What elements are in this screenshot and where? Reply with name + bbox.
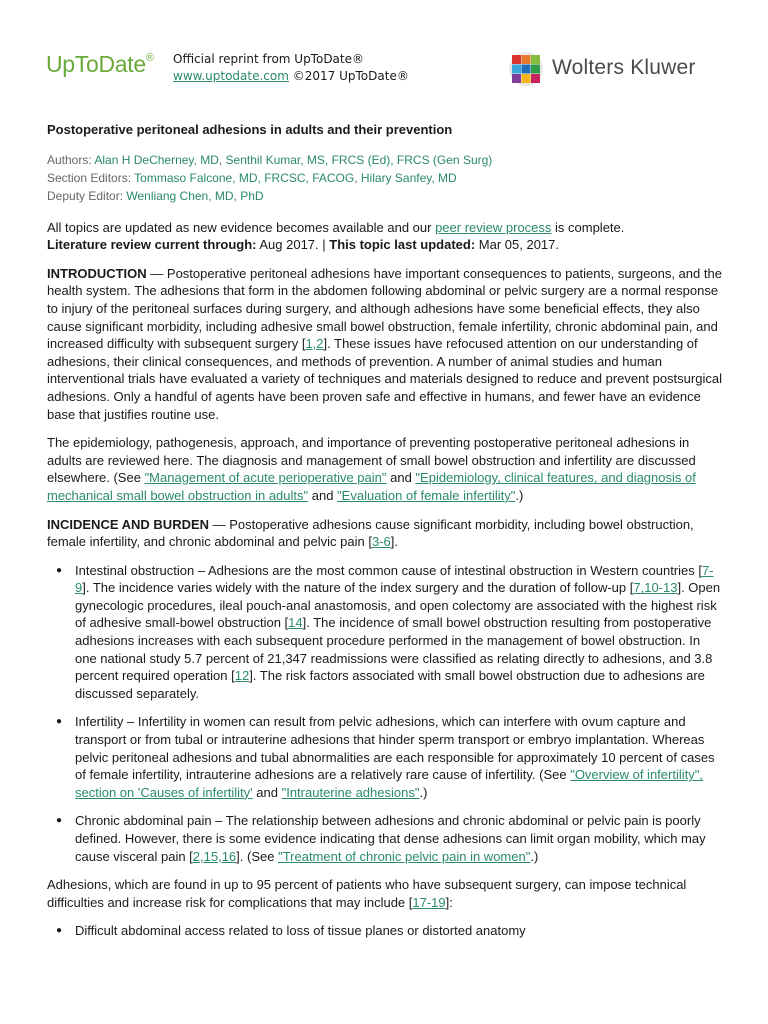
author-link[interactable]: Senthil Kumar, MS, FRCS (Ed), FRCS (Gen Surg) [225,152,493,167]
authors-label: Authors: [47,152,92,167]
article-authors: Authors: Alan H DeCherney, MD, Senthil Kumar, MS, FRCS (Ed), FRCS (Gen Surg) [47,152,493,167]
reference-link[interactable]: 14 [288,615,303,631]
adhesions-paragraph: Adhesions, which are found in up to 95 percent of patients who have subsequent surgery, can impose technical difficulties and increase risk for complications that may include [17-19]: [47,877,687,910]
list-item: ● Intestinal obstruction – Adhesions are the most common cause of intestinal obstruction in Western countries [7-9]. The incidence varies widely with the nature of the index surgery and the duration of follow-up [7,10-13]. Open gynecologic procedures, ileal pouch-anal anastomosis, and open colectomy are associated with the highest risk of adhesive small-bowel obstruction [14]. The incidence of small bowel obstruction resulting from postoperative adhesions increases with each subsequent procedure performed in the management of bowel obstruction. In one national study 5.7 percent of 21,347 readmissions were classified as relating directly to adhesions, and 3.8 percent required operation [12]. The risk factors associated with small bowel obstruction due to adhesions are discussed separately. [47,562,722,703]
last-updated-label: This topic last updated: [329,237,476,253]
wolters-kluwer-logo[interactable] [508,50,708,88]
reference-link[interactable]: 1,2 [305,336,324,352]
article-title: Postoperative peritoneal adhesions in adults and their prevention [47,122,453,137]
topic-link[interactable]: "Treatment of chronic pelvic pain in women" [278,848,531,864]
deputy-editor-label: Deputy Editor: [47,188,124,203]
topic-link[interactable]: "Intrauterine adhesions" [281,784,420,800]
article-deputy-editor [47,187,722,205]
section-editor-link[interactable]: Tommaso Falcone, MD, FRCSC, FACOG [134,170,355,185]
incidence-heading: INCIDENCE AND BURDEN [47,516,210,532]
incidence-paragraph: INCIDENCE AND BURDEN — Postoperative adhesions cause significant morbidity, including bowel obstruction, female infertility, and chronic abdominal and pelvic pain [3-6]. [47,516,694,550]
wolters-kluwer-wordmark: Wolters Kluwer [552,56,696,79]
reference-link[interactable]: 7,10-13 [633,580,678,596]
peer-review-link[interactable]: peer review process [435,219,552,235]
deputy-editor-link[interactable]: Wenliang Chen, MD, PhD [126,188,264,203]
reference-link[interactable]: 17-19 [412,894,446,910]
list-item: ● Difficult abdominal access related to loss of tissue planes or distorted anatomy [47,922,722,940]
section-editors-label: Section Editors: [47,170,132,185]
update-notice: All topics are updated as new evidence becomes available and our peer review process is complete. Literature review current through: Aug 2017. | This topic last updated: Mar 05, 2017. [47,219,625,253]
reference-link[interactable]: 7-9 [75,562,714,596]
epidemiology-paragraph: The epidemiology, pathogenesis, approach, and importance of preventing postoperative peritoneal adhesions in adults are reviewed here. The diagnosis and management of small bowel obstruction and infertility are discussed elsewhere. (See "Management of acute perioperative pain" and "Epidemiology, clinical features, and diagnosis of mechanical small bowel obstruction in adults" and "Evaluation of female infertility".) [47,435,696,503]
topic-link[interactable]: "Overview of infertility", section on 'Causes of infertility' [75,767,703,800]
uptodate-logo-reg: ® [145,52,154,65]
author-link[interactable]: Alan H DeCherney, MD [94,152,219,167]
list-item: ● Infertility – Infertility in women can result from pelvic adhesions, which can interfere with ovum capture and transport or from tubal or intrauterine adhesions that hinder sperm transport or embryo implantation. Whereas pelvic peritoneal adhesions and tubal abnormalities are each responsible for approximately 10 percent of cases of female infertility, intrauterine adhesions are a relatively rare cause of infertility. (See "Overview of infertility", section on 'Causes of infertility' and "Intrauterine adhesions".) [47,713,722,801]
introduction-paragraph: INTRODUCTION — Postoperative peritoneal adhesions have important consequences to patients, surgeons, and the health system. The adhesions that form in the abdomen following abdominal or pelvic surgery are a normal response to injury of the peritoneal surfaces during surgery, and although adhesions have some beneficial effects, they also cause significant morbidity, including adhesive small bowel obstruction, female infertility, chronic abdominal pain, and increased difficulty with subsequent surgery [1,2]. These issues have refocused attention on our understanding of adhesions, their clinical consequences, and methods of prevention. A number of animal studies and human interventional trials have evaluated a variety of techniques and materials designed to reduce and prevent postsurgical adhesions. Only a handful of agents have been proven safe and effective in humans, and fewer have an evidence base that justifies routine use. [47,265,722,422]
lit-review-label: Literature review current through: [47,237,257,253]
article-section-editors: Section Editors: Tommaso Falcone, MD, FRCSC, FACOG, Hilary Sanfey, MD [47,170,457,185]
section-editor-link[interactable]: Hilary Sanfey, MD [360,170,457,185]
article-body [47,121,722,951]
burden-list [47,562,722,866]
list-item: ● Chronic abdominal pain – The relationship between adhesions and chronic abdominal or pelvic pain is poorly defined. However, there is some evidence indicating that dense adhesions can limit organ mobility, which may cause visceral pain [2,15,16]. (See "Treatment of chronic pelvic pain in women".) [47,812,722,865]
uptodate-url-link[interactable]: www.uptodate.com [173,69,289,83]
complications-list [47,922,722,940]
reference-link[interactable]: 2,15,16 [192,848,237,864]
wolters-kluwer-emblem-icon [508,51,544,87]
topic-link[interactable]: "Epidemiology, clinical features, and diagnosis of mechanical small bowel obstruction in adults" [47,470,696,503]
reference-link[interactable]: 12 [234,668,250,684]
reprint-url-line [173,68,409,85]
uptodate-logo-text: UpToDate [46,51,146,77]
uptodate-logo[interactable] [46,51,154,78]
reference-link[interactable]: 3-6 [371,534,391,550]
copyright-text: ©2017 UpToDate® [288,69,409,83]
introduction-heading: INTRODUCTION [47,265,147,281]
reprint-notice [173,51,409,85]
topic-link[interactable]: "Evaluation of female infertility" [337,487,516,503]
page-header [0,0,768,110]
topic-link[interactable]: "Management of acute perioperative pain" [144,470,387,486]
reprint-line: Official reprint from UpToDate® [173,52,364,66]
